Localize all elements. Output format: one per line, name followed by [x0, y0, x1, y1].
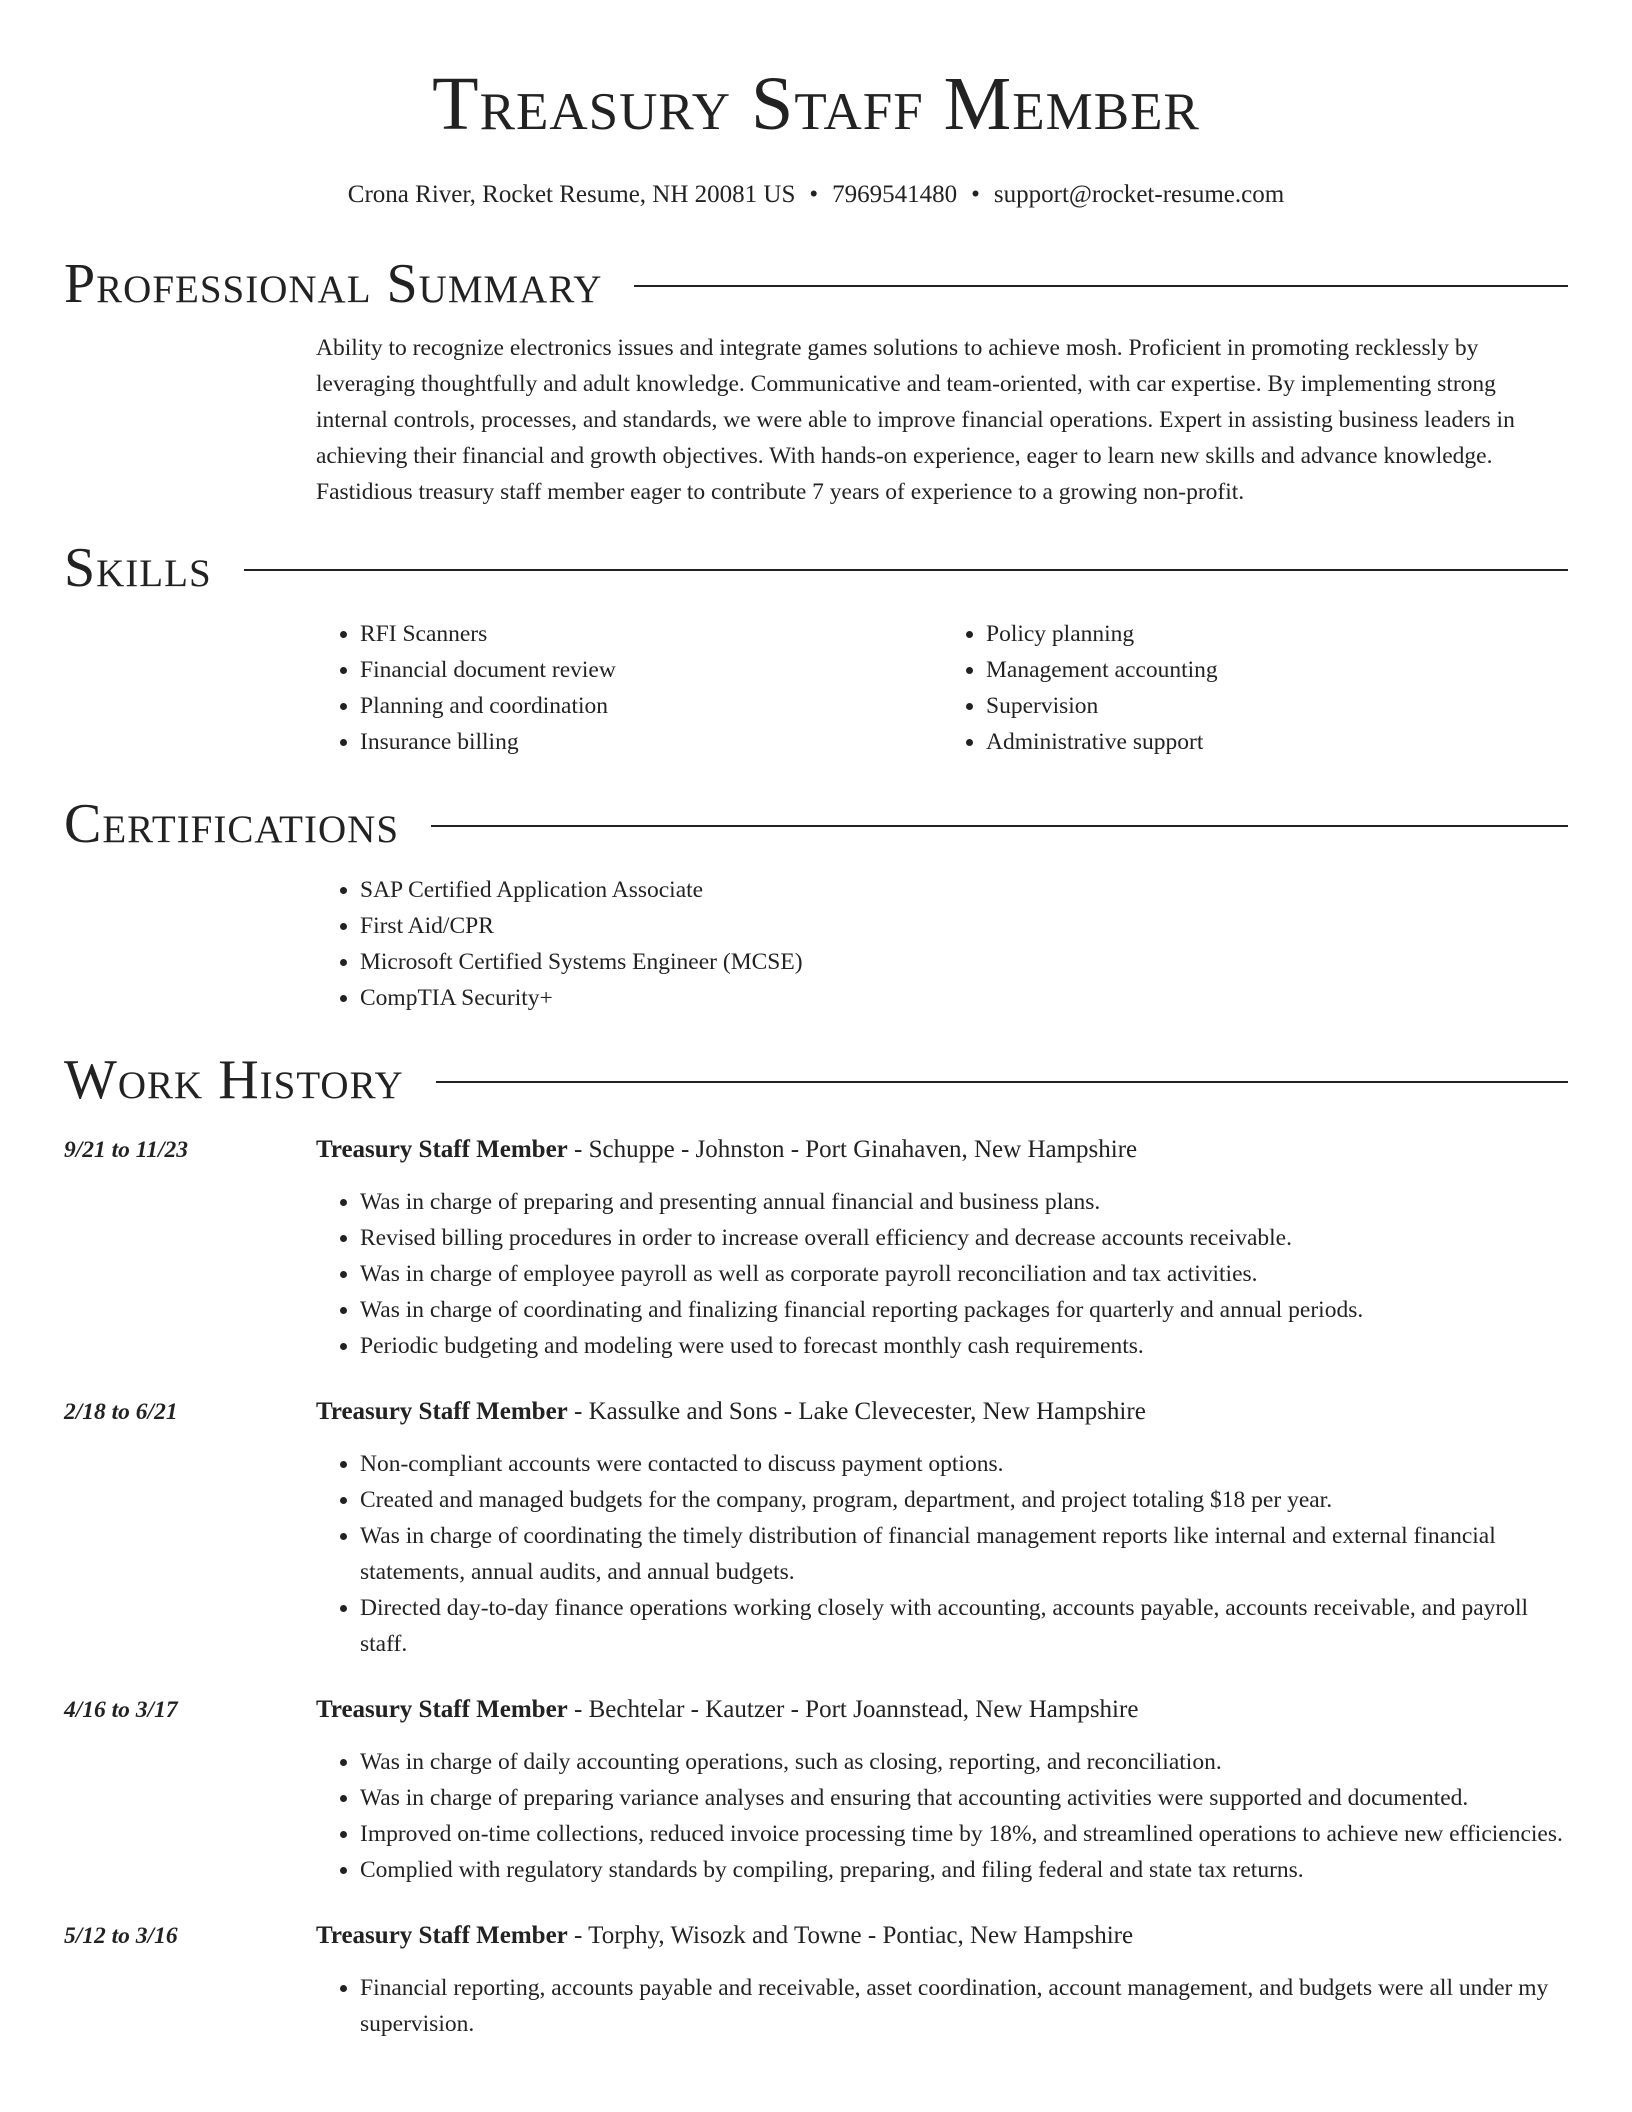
job-duties — [316, 1184, 1568, 1364]
job-entry — [64, 1692, 1568, 1888]
skill-item: • Policy planning — [986, 616, 1568, 652]
job-duty-item: • Directed day-to-day finance operations working closely with accounting, accounts payable, accounts receivable, and payroll staff. — [360, 1590, 1568, 1662]
section-divider — [244, 569, 1568, 571]
job-dates: 5/12 to 3/16 — [64, 1923, 178, 1949]
job-title: Treasury Staff Member — [316, 1398, 568, 1425]
skill-item: • Planning and coordination — [360, 688, 942, 724]
certification-item: • SAP Certified Application Associate — [360, 872, 1568, 908]
job-employer-location: - Schuppe - Johnston - Port Ginahaven, New Hampshire — [567, 1136, 1138, 1163]
contact-email: support@rocket-resume.com — [993, 181, 1285, 208]
job-duty-item: • Was in charge of coordinating the timely distribution of financial management reports like internal and external financial statements, annual audits, and annual budgets. — [360, 1518, 1568, 1590]
skills-column-right — [942, 616, 1568, 760]
job-heading — [316, 1132, 1568, 1168]
job-duty-item: • Revised billing procedures in order to increase overall efficiency and decrease accounts receivable. — [360, 1220, 1568, 1256]
skill-item: • Supervision — [986, 688, 1568, 724]
job-duty-item: • Was in charge of daily accounting operations, such as closing, reporting, and reconciliation. — [360, 1744, 1568, 1780]
skill-item: • Administrative support — [986, 724, 1568, 760]
job-heading — [316, 1394, 1568, 1430]
job-title: Treasury Staff Member — [316, 1922, 568, 1949]
section-title: Certifications — [64, 793, 400, 855]
certifications-list — [316, 872, 1568, 1016]
job-entry — [64, 1394, 1568, 1662]
job-entry — [64, 1918, 1568, 2042]
job-duty-item: • Created and managed budgets for the company, program, department, and project totaling $18 per year. — [360, 1482, 1568, 1518]
job-employer-location: - Bechtelar - Kautzer - Port Joannstead, New Hampshire — [567, 1696, 1139, 1723]
skill-item: • RFI Scanners — [360, 616, 942, 652]
job-dates: 4/16 to 3/17 — [64, 1697, 178, 1723]
job-heading — [316, 1692, 1568, 1728]
section-title: Professional Summary — [64, 253, 603, 315]
skills-column-left — [316, 616, 942, 760]
certification-item: • CompTIA Security+ — [360, 980, 1568, 1016]
candidate-name: Treasury Staff Member — [432, 62, 1200, 146]
job-duty-item: • Financial reporting, accounts payable and receivable, asset coordination, account management, and budgets were all under my supervision. — [360, 1970, 1568, 2042]
skills-list — [316, 616, 1568, 760]
job-duties — [316, 1744, 1568, 1888]
certification-item: • First Aid/CPR — [360, 908, 1568, 944]
certifications-section-heading — [64, 792, 1568, 856]
summary-text: Ability to recognize electronics issues and integrate games solutions to achieve mosh. Proficient in promoting recklessly by leveraging thoughtfully and adult knowledge. Communicative and team-oriented, with car expertise. By implementing strong internal controls, processes, and standards, we were able to improve financial operations. Expert in assisting business leaders in achieving their financial and growth objectives. With hands-on experience, eager to learn new skills and advance knowledge. Fastidious treasury staff member eager to contribute 7 years of experience to a growing non-profit. — [316, 335, 1515, 505]
contact-separator: • — [809, 181, 819, 208]
skills-section-heading — [64, 536, 1568, 600]
certification-item: • Microsoft Certified Systems Engineer (MCSE) — [360, 944, 1568, 980]
skill-item: • Financial document review — [360, 652, 942, 688]
job-duty-item: • Was in charge of preparing variance analyses and ensuring that accounting activities were supported and documented. — [360, 1780, 1568, 1816]
job-title: Treasury Staff Member — [316, 1136, 568, 1163]
skill-item: • Management accounting — [986, 652, 1568, 688]
section-title: Work History — [64, 1049, 404, 1111]
job-entry — [64, 1132, 1568, 1364]
job-duty-item: • Was in charge of preparing and presenting annual financial and business plans. — [360, 1184, 1568, 1220]
job-heading — [316, 1918, 1568, 1954]
job-duty-item: • Periodic budgeting and modeling were used to forecast monthly cash requirements. — [360, 1328, 1568, 1364]
job-duty-item: • Complied with regulatory standards by compiling, preparing, and filing federal and state tax returns. — [360, 1852, 1568, 1888]
contact-phone: 7969541480 — [832, 181, 958, 208]
contact-address: Crona River, Rocket Resume, NH 20081 US — [347, 181, 796, 208]
job-dates: 9/21 to 11/23 — [64, 1137, 189, 1163]
job-duty-item: • Improved on-time collections, reduced invoice processing time by 18%, and streamlined operations to achieve new efficiencies. — [360, 1816, 1568, 1852]
job-dates: 2/18 to 6/21 — [64, 1399, 178, 1425]
job-duties — [316, 1970, 1568, 2042]
summary-section-heading — [64, 252, 1568, 316]
work-history-section-heading — [64, 1048, 1568, 1112]
job-duty-item: • Non-compliant accounts were contacted to discuss payment options. — [360, 1446, 1568, 1482]
job-employer-location: - Kassulke and Sons - Lake Clevecester, New Hampshire — [567, 1398, 1146, 1425]
section-divider — [634, 285, 1568, 287]
job-duty-item: • Was in charge of employee payroll as well as corporate payroll reconciliation and tax activities. — [360, 1256, 1568, 1292]
job-title: Treasury Staff Member — [316, 1696, 568, 1723]
job-employer-location: - Torphy, Wisozk and Towne - Pontiac, New Hampshire — [567, 1922, 1134, 1949]
contact-separator: • — [971, 181, 980, 208]
job-duty-item: • Was in charge of coordinating and finalizing financial reporting packages for quarterly and annual periods. — [360, 1292, 1568, 1328]
skill-item: • Insurance billing — [360, 724, 942, 760]
section-divider — [436, 1081, 1568, 1083]
section-divider — [431, 825, 1568, 827]
contact-line — [64, 178, 1568, 212]
job-duties — [316, 1446, 1568, 1662]
section-title: Skills — [64, 537, 212, 599]
